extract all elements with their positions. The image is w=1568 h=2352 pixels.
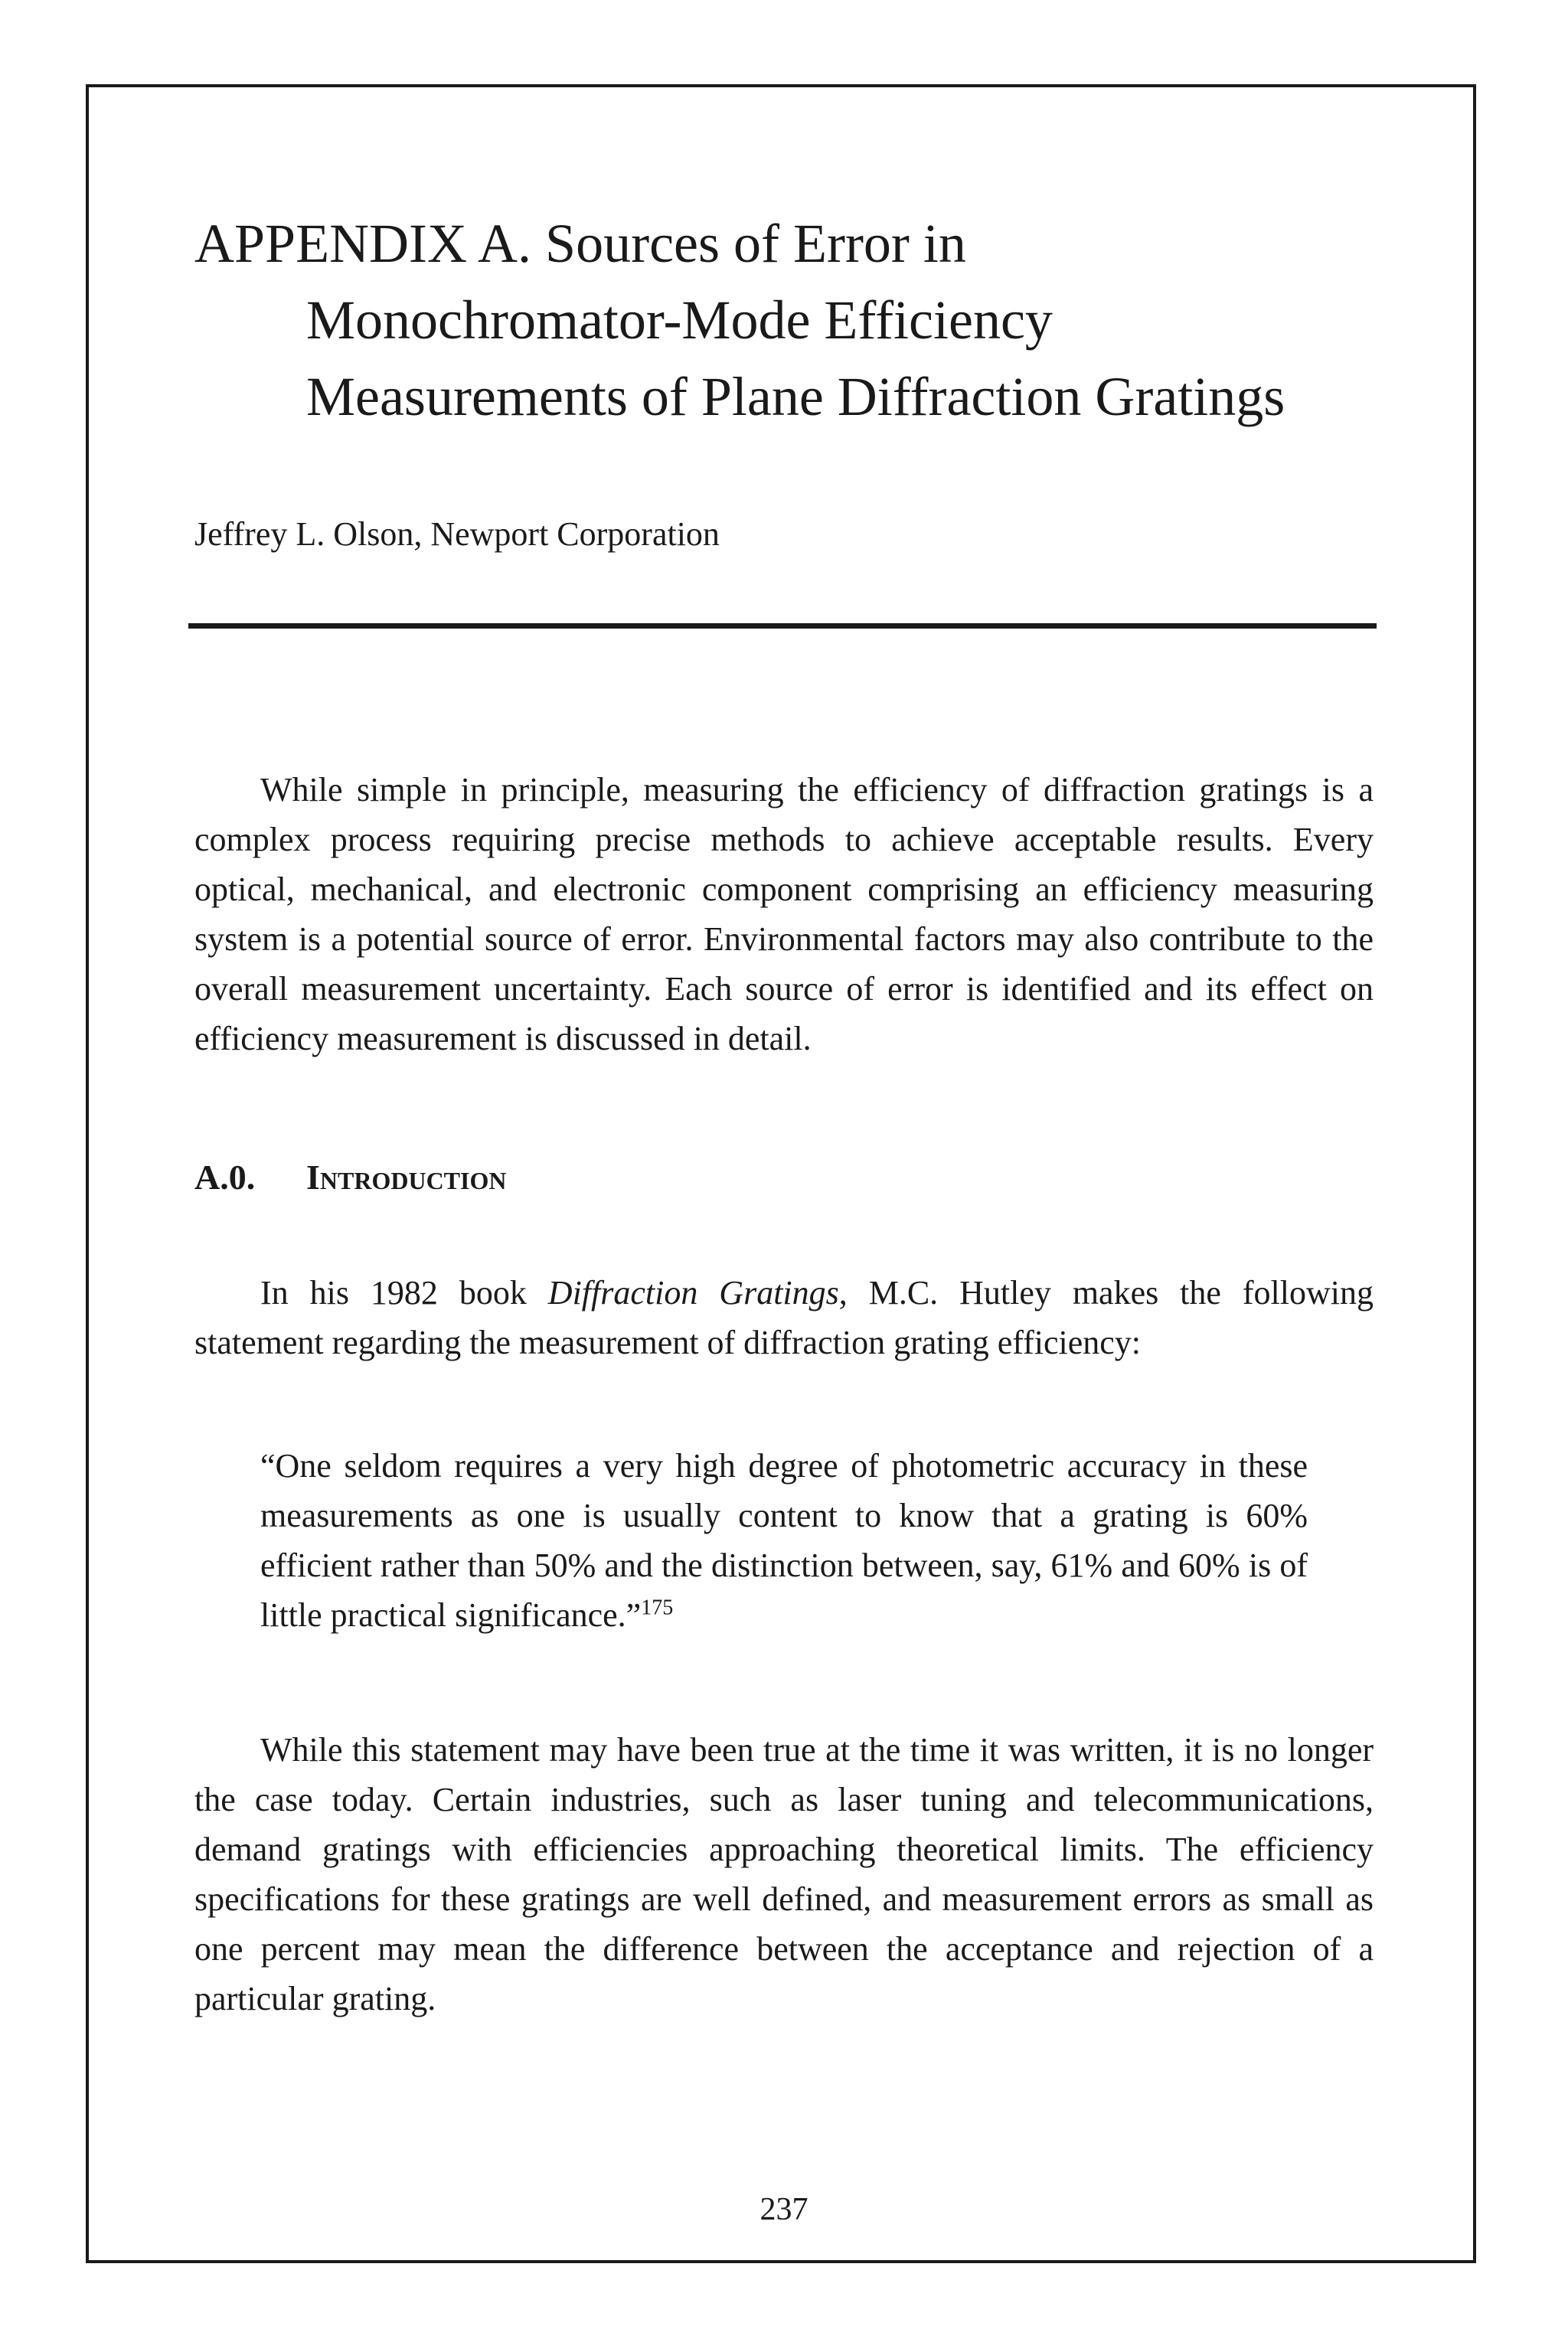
intro-paragraph xyxy=(194,1268,1374,1367)
title-line-2: Monochromator-Mode Efficiency xyxy=(306,289,1053,351)
footnote-reference[interactable]: 175 xyxy=(641,1596,674,1620)
author-line: Jeffrey L. Olson, Newport Corporation xyxy=(194,515,720,553)
section-number: A.0. xyxy=(194,1158,256,1197)
title-line-3: Measurements of Plane Diffraction Gratings xyxy=(306,366,1285,427)
book-title: Diffraction Gratings xyxy=(547,1274,839,1312)
section-heading xyxy=(194,1155,506,1200)
appendix-title xyxy=(194,205,1389,435)
abstract-paragraph: While simple in principle, measuring the efficiency of diffraction gratings is a complex process requiring precise methods to achieve acceptable results. Every optical, mechanical, and electronic component comprising an efficiency measuring system is a potential source of error. Environmental factors may also contribute to the overall measurement uncertainty. Each source of error is identified and its effect on efficiency measurement is discussed in detail. xyxy=(194,771,1374,1057)
section-title: Introduction xyxy=(306,1158,507,1197)
intro-text-before: In his 1982 book xyxy=(260,1274,548,1312)
title-line-1: APPENDIX A. Sources of Error in xyxy=(194,213,966,274)
intro-text-after: , M.C. Hutley makes the following statement regarding the measurement of diffraction grating efficiency: xyxy=(194,1274,1374,1361)
closing-paragraph: While this statement may have been true at the time it was written, it is no longer the case today. Certain industries, such as laser tuning and telecommunications, demand gratings with efficiencies approaching theoretical limits. The efficiency specifications for these gratings are well defined, and measurement errors as small as one percent may mean the difference between the acceptance and rejection of a particular grating. xyxy=(194,1731,1374,2017)
page-number: 237 xyxy=(760,2192,808,2227)
quote-text: “One seldom requires a very high degree of photometric accuracy in these measurements as one is usually content to know that a grating is 60% efficient rather than 50% and the distinction between, say, 61% and 60% is of little practical significance.” xyxy=(260,1447,1308,1634)
title-divider xyxy=(188,623,1377,629)
block-quote xyxy=(260,1441,1308,1640)
